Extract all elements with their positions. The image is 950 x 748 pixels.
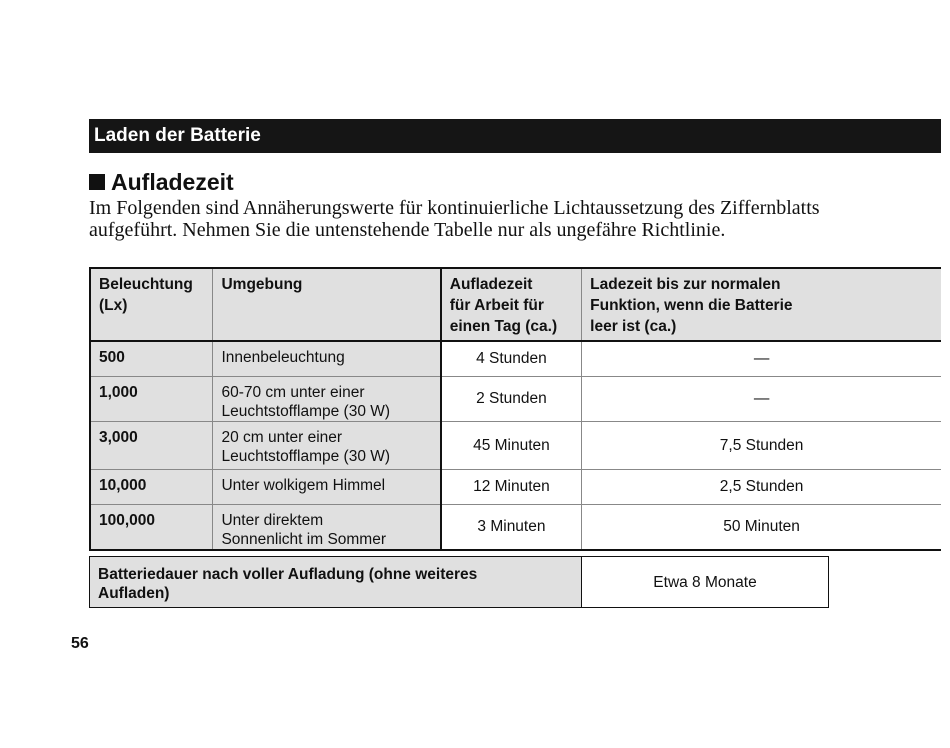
battery-duration-label: Batteriedauer nach voller Aufladung (ohne weiteres Aufladen) [90,557,582,608]
table-row [90,469,941,504]
section-title-bar: Laden der Batterie [89,119,941,153]
charge-one-day-cell: 45 Minuten [441,421,582,469]
illumination-cell: 1,000 [90,376,213,421]
charge-full-cell: 50 Minuten [582,504,941,550]
table-row [90,421,941,469]
battery-duration-table [89,556,829,608]
charge-one-day-cell: 12 Minuten [441,469,582,504]
environment-cell: Unter wolkigem Himmel [213,469,441,504]
illumination-cell: 100,000 [90,504,213,550]
heading [89,167,234,197]
environment-cell: Unter direktem Sonnenlicht im Sommer [213,504,441,550]
charge-full-cell: 7,5 Stunden [582,421,941,469]
table-header-row [90,268,941,341]
square-bullet-icon [89,174,105,190]
illumination-cell: 10,000 [90,469,213,504]
illumination-cell: 3,000 [90,421,213,469]
table-row [90,376,941,421]
header-illumination: Beleuchtung (Lx) [90,268,213,341]
table-row [90,341,941,376]
charge-one-day-cell: 4 Stunden [441,341,582,376]
charge-one-day-cell: 2 Stunden [441,376,582,421]
charging-time-table [89,267,941,551]
intro-paragraph: Im Folgenden sind Annäherungswerte für kontinuierliche Lichtaussetzung des Ziffernblatts aufgeführt. Nehmen Sie die untenstehende Tabelle nur als ungefähre Richtlinie. [89,197,820,241]
charge-full-cell: — [582,341,941,376]
environment-cell: 20 cm unter einer Leuchtstofflampe (30 W) [213,421,441,469]
heading-text: Aufladezeit [111,169,234,195]
environment-cell: 60-70 cm unter einer Leuchtstofflampe (30 W) [213,376,441,421]
environment-cell: Innenbeleuchtung [213,341,441,376]
header-charge-one-day: Aufladezeit für Arbeit für einen Tag (ca.) [441,268,582,341]
illumination-cell: 500 [90,341,213,376]
charge-full-cell: 2,5 Stunden [582,469,941,504]
battery-duration-value: Etwa 8 Monate [653,573,757,591]
header-environment: Umgebung [213,268,441,341]
header-charge-full: Ladezeit bis zur normalen Funktion, wenn die Batterie leer ist (ca.) [582,268,941,341]
table-row [90,504,941,550]
battery-duration-row [90,557,829,608]
page-number: 56 [71,635,89,652]
charge-full-cell: — [582,376,941,421]
charge-one-day-cell: 3 Minuten [441,504,582,550]
